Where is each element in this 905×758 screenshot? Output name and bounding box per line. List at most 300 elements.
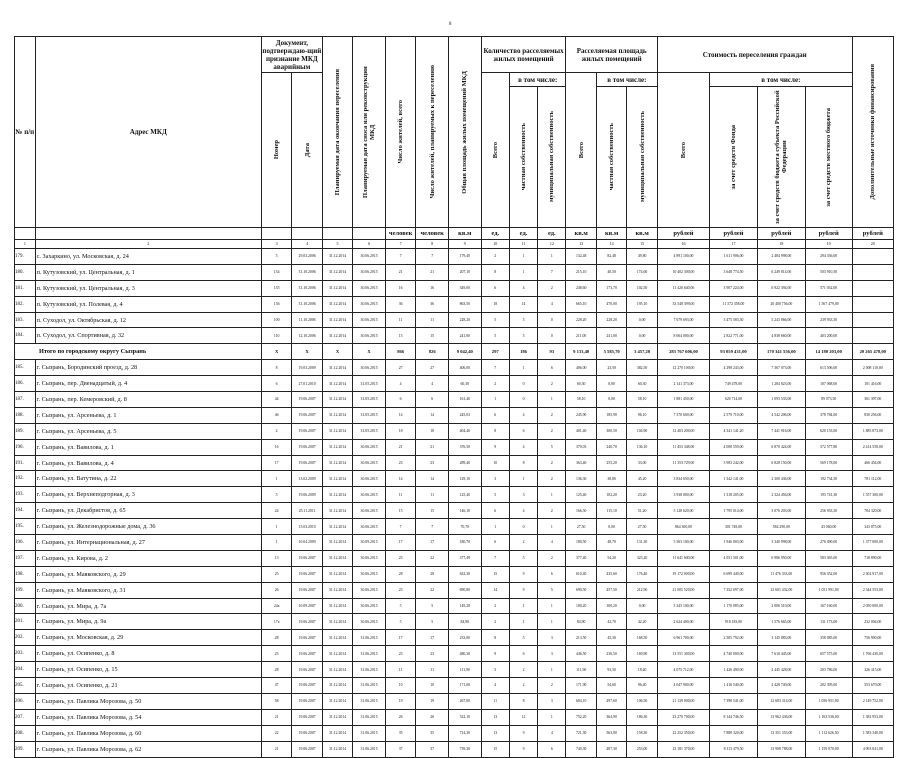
table-cell: 26 xyxy=(416,709,449,725)
table-cell: 8 xyxy=(481,630,509,646)
table-cell: 4 093 041,00 xyxy=(852,741,893,757)
table-cell: 5 xyxy=(261,249,291,265)
table-cell: 3 340 998,00 xyxy=(757,535,805,551)
table-cell: 4 xyxy=(509,407,537,423)
row-number-cell: 206. xyxy=(15,693,36,709)
table-cell: 13 962 436,00 xyxy=(757,709,805,725)
total-cell: 93 059 431,00 xyxy=(710,344,758,360)
table-cell: 30.06.2015 xyxy=(353,582,386,598)
table-cell: 665,10 xyxy=(566,296,596,312)
table-cell: 3 xyxy=(481,471,509,487)
table-cell: 19.06.2007 xyxy=(292,455,322,471)
table-cell: 6 828 150,00 xyxy=(757,455,805,471)
table-cell: 21 xyxy=(261,709,291,725)
address-cell: г. Сызрань, ул. Вавилова, д. 4 xyxy=(35,455,261,471)
table-cell: 31.12.2014 xyxy=(322,646,352,662)
table-cell: 21 xyxy=(385,439,415,455)
table-cell: 31.12.2014 xyxy=(322,392,352,408)
table-cell: 0 xyxy=(509,376,537,392)
row-number-cell: 183. xyxy=(15,312,36,328)
address-cell: п. Кутузовский, ул. Центральная, д. 3 xyxy=(35,280,261,296)
table-cell: 3 xyxy=(538,693,566,709)
col-header-cost-group: Стоимость переселения граждан xyxy=(657,37,852,73)
table-cell: 19.06.2007 xyxy=(292,693,322,709)
unit-cell: человек xyxy=(416,228,449,240)
table-cell: 19.06.2007 xyxy=(292,392,322,408)
table-cell: 377,49 xyxy=(448,550,481,566)
col-header-rooms-private: частная собственность xyxy=(509,87,537,228)
table-cell: 27.01.2010 xyxy=(292,376,322,392)
col-header-doc-number: Номер xyxy=(261,73,291,228)
total-cell: 283 767 606,00 xyxy=(657,344,709,360)
table-cell: 1 056 951,00 xyxy=(805,693,852,709)
table-cell: 241,00 xyxy=(596,328,626,344)
col-header-doc-date: Дата xyxy=(292,73,322,228)
table-cell: 497,60 xyxy=(596,693,626,709)
table-cell: 8 064 000,00 xyxy=(657,328,709,344)
table-cell: 23,20 xyxy=(627,487,657,503)
table-cell: 6 xyxy=(385,392,415,408)
table-cell: 202 395,00 xyxy=(805,678,852,694)
unit-cell: рублей xyxy=(710,228,758,240)
table-cell: 2 xyxy=(538,280,566,296)
table-cell: 30.06.2015 xyxy=(353,614,386,630)
table-cell: 31.12.2014 xyxy=(322,519,352,535)
table-cell: 19 172 000,00 xyxy=(657,566,709,582)
table-cell: 241,00 xyxy=(448,328,481,344)
table-row xyxy=(15,630,894,646)
col-num-cell: 14 xyxy=(596,240,626,249)
table-cell: 1 093 533,00 xyxy=(757,392,805,408)
table-cell: 0 xyxy=(509,392,537,408)
table-cell: 44 xyxy=(261,392,291,408)
table-cell: 35 xyxy=(385,725,415,741)
table-cell: 24 xyxy=(261,503,291,519)
unit-cell: кв.м xyxy=(566,228,596,240)
table-cell: 30.06.2015 xyxy=(353,519,386,535)
table-cell: 6 xyxy=(538,360,566,376)
table-cell: 38,80 xyxy=(596,471,626,487)
table-cell: 11 xyxy=(416,662,449,678)
table-cell: 378 784,00 xyxy=(805,407,852,423)
table-cell: 111,90 xyxy=(448,662,481,678)
table-cell: 0,00 xyxy=(627,598,657,614)
table-cell: 31.12.2014 xyxy=(322,725,352,741)
table-row xyxy=(15,503,894,519)
table-cell: 14 xyxy=(416,407,449,423)
table-cell: 18 xyxy=(385,423,415,439)
total-cell: 826 xyxy=(416,344,449,360)
table-cell: 7 xyxy=(385,249,415,265)
table-cell: 31.05.2015 xyxy=(353,376,386,392)
table-cell: 166,50 xyxy=(566,503,596,519)
table-cell: 31.12.2014 xyxy=(322,455,352,471)
table-row xyxy=(15,439,894,455)
table-cell: 186,30 xyxy=(627,709,657,725)
table-cell: 30.06.2015 xyxy=(353,264,386,280)
table-cell: 382,50 xyxy=(627,360,657,376)
table-cell: 4 838 660,00 xyxy=(757,328,805,344)
table-cell: 21 xyxy=(261,741,291,757)
table-cell: 2 xyxy=(481,614,509,630)
table-cell: 11 xyxy=(385,487,415,503)
table-cell: 403 200,00 xyxy=(805,328,852,344)
table-cell: 36 xyxy=(416,296,449,312)
table-cell: 11 xyxy=(416,312,449,328)
table-cell: 30.06.2015 xyxy=(353,360,386,376)
col-header-area-municipal: муниципальная собственность xyxy=(627,87,657,228)
table-cell: 8 xyxy=(509,693,537,709)
table-cell: 6 986 950,00 xyxy=(757,550,805,566)
table-cell xyxy=(852,296,893,312)
total-cell: X xyxy=(322,344,352,360)
table-cell: 212,90 xyxy=(627,582,657,598)
address-cell: г. Сызрань, ул. Маяковского, д. 29 xyxy=(35,566,261,582)
table-cell: 19.03.2009 xyxy=(292,360,322,376)
table-cell: 0,00 xyxy=(627,312,657,328)
table-cell: 82,48 xyxy=(596,249,626,265)
table-cell: 70,70 xyxy=(448,519,481,535)
table-cell: 364,90 xyxy=(596,709,626,725)
table-row xyxy=(15,423,894,439)
table-cell: 15 xyxy=(385,328,415,344)
table-cell: 4 xyxy=(509,503,537,519)
table-cell: 46 xyxy=(261,407,291,423)
table-cell: 14 xyxy=(416,471,449,487)
table-cell: 956 352,00 xyxy=(805,566,852,582)
col-num-cell: 9 xyxy=(448,240,481,249)
table-cell: 10 402 300,00 xyxy=(657,264,709,280)
address-cell: г. Сызрань, ул. Павлика Морозова, д. 60 xyxy=(35,725,261,741)
table-cell: 3 475 583,30 xyxy=(710,312,758,328)
table-cell: 349,00 xyxy=(448,280,481,296)
table-cell: 171,90 xyxy=(566,678,596,694)
table-cell: 96,40 xyxy=(627,678,657,694)
table-cell: 13.02.2009 xyxy=(292,471,322,487)
table-cell: 228,20 xyxy=(448,312,481,328)
table-cell: 6 xyxy=(538,741,566,757)
table-cell: 31.12.2014 xyxy=(322,487,352,503)
table-cell: 33 548 399,00 xyxy=(657,296,709,312)
table-cell: 45,30 xyxy=(596,630,626,646)
col-num-cell: 4 xyxy=(292,240,322,249)
table-cell: 2 344 553,00 xyxy=(852,582,893,598)
table-cell: 37 xyxy=(385,741,415,757)
table-cell: 1 xyxy=(538,249,566,265)
table-cell: 31.12.2014 xyxy=(322,360,352,376)
table-cell: 31.12.2014 xyxy=(322,328,352,344)
table-row xyxy=(15,582,894,598)
table-cell: 610,40 xyxy=(566,566,596,582)
table-cell: 11.10.2006 xyxy=(292,312,322,328)
table-cell: 8 144 746,50 xyxy=(710,709,758,725)
table-cell: 31.12.2014 xyxy=(322,535,352,551)
table-cell: 107 068,00 xyxy=(805,376,852,392)
table-cell: 604,10 xyxy=(566,693,596,709)
table-cell: 620 153,00 xyxy=(805,423,852,439)
address-cell: г. Сызрань, ул. Павлика Морозова, д. 62 xyxy=(35,741,261,757)
table-cell: 7 679 693,00 xyxy=(657,312,709,328)
table-cell: 31.12.2014 xyxy=(322,630,352,646)
table-cell: 31.05.2015 xyxy=(353,423,386,439)
table-cell: 6 922 394,00 xyxy=(757,280,805,296)
table-row xyxy=(15,598,894,614)
table-cell: 1 112 626,50 xyxy=(805,725,852,741)
col-num-cell: 20 xyxy=(852,240,893,249)
table-cell: 18 xyxy=(416,423,449,439)
table-cell: 23 xyxy=(385,455,415,471)
table-cell: 11 353 729,00 xyxy=(657,455,709,471)
table-row xyxy=(15,407,894,423)
table-cell: 213,50 xyxy=(566,630,596,646)
table-cell: 171,00 xyxy=(448,678,481,694)
table-row xyxy=(15,535,894,551)
table-cell: 0,00 xyxy=(596,376,626,392)
table-row xyxy=(15,614,894,630)
table-cell: 47 xyxy=(261,678,291,694)
table-cell: 657 575,00 xyxy=(805,646,852,662)
resettlement-table xyxy=(14,36,894,758)
table-cell: 115,10 xyxy=(596,503,626,519)
table-cell: 2 xyxy=(481,249,509,265)
table-cell: 12 683 314,00 xyxy=(757,693,805,709)
row-number-cell: 180. xyxy=(15,264,36,280)
table-cell: 37 xyxy=(416,741,449,757)
col-header-cost-local: за счет средств местного бюджета xyxy=(805,87,852,228)
table-cell: 300,50 xyxy=(596,423,626,439)
table-cell: 19.06.2007 xyxy=(292,407,322,423)
table-cell: 30.06.2015 xyxy=(353,439,386,455)
col-header-total-area: Общая площадь жилых помещений МКД xyxy=(448,37,481,228)
table-cell: 100 xyxy=(261,312,291,328)
table-cell: 19.06.2007 xyxy=(292,439,322,455)
page-number: 8 xyxy=(449,22,452,27)
row-number-cell: 202. xyxy=(15,630,36,646)
table-cell: 13 351 353,00 xyxy=(757,725,805,741)
table-cell: 10.09.2007 xyxy=(292,598,322,614)
table-cell: 8 xyxy=(481,264,509,280)
table-cell: 22 xyxy=(416,582,449,598)
table-cell: 240,70 xyxy=(596,439,626,455)
table-cell: 42,20 xyxy=(627,614,657,630)
table-cell: 173,70 xyxy=(596,280,626,296)
table-cell: 2 xyxy=(261,423,291,439)
table-cell: 100,20 xyxy=(596,598,626,614)
units-row xyxy=(15,228,894,240)
table-cell: 131,30 xyxy=(627,535,657,551)
address-cell: г. Сызрань, ул. Интернациональная, д. 27 xyxy=(35,535,261,551)
table-cell: 1 xyxy=(509,598,537,614)
table-cell: 15.03.2010 xyxy=(292,519,322,535)
table-cell: 7 352 097,00 xyxy=(710,582,758,598)
total-cell: 9 133,40 xyxy=(566,344,596,360)
total-cell: X xyxy=(261,344,291,360)
table-cell: 30.06.2015 xyxy=(353,280,386,296)
table-cell: 267,00 xyxy=(448,693,481,709)
table-cell: 22 252 350,00 xyxy=(657,725,709,741)
unit-cell: рублей xyxy=(805,228,852,240)
table-cell: 1 xyxy=(538,709,566,725)
table-cell: 27 xyxy=(416,360,449,376)
table-cell: 6 xyxy=(481,280,509,296)
table-cell: 553 670,00 xyxy=(852,678,893,694)
table-cell: 1 xyxy=(481,519,509,535)
table-cell: 2 324 456,00 xyxy=(757,487,805,503)
total-cell: X xyxy=(353,344,386,360)
table-cell: 195,10 xyxy=(627,296,657,312)
col-num-cell: 18 xyxy=(757,240,805,249)
table-cell: 522,10 xyxy=(448,709,481,725)
table-row xyxy=(15,566,894,582)
row-number-cell: 184. xyxy=(15,328,36,344)
table-cell: 26 xyxy=(385,709,415,725)
table-cell xyxy=(852,328,893,344)
table-cell xyxy=(852,264,893,280)
table-cell: 23 xyxy=(385,550,415,566)
table-row xyxy=(15,678,894,694)
table-row xyxy=(15,487,894,503)
table-cell: 5 xyxy=(481,328,509,344)
table-cell: 31.12.2014 xyxy=(322,566,352,582)
table-cell: 31.05.2015 xyxy=(353,392,386,408)
table-cell: 30.06.2015 xyxy=(353,328,386,344)
address-cell: г. Сызрань, ул. Мира, д. 9а xyxy=(35,614,261,630)
table-cell: 326 315,00 xyxy=(852,662,893,678)
table-cell: 466 454,00 xyxy=(852,455,893,471)
table-cell: 401,40 xyxy=(566,423,596,439)
table-cell: 406,00 xyxy=(566,360,596,376)
table-cell: 0,00 xyxy=(596,392,626,408)
row-number-cell: 208. xyxy=(15,725,36,741)
table-cell: 4 542 206,00 xyxy=(757,407,805,423)
table-cell: 2 xyxy=(538,455,566,471)
row-number-cell: 190. xyxy=(15,439,36,455)
table-cell: 704 320,00 xyxy=(852,503,893,519)
table-cell: 1 377 000,00 xyxy=(852,535,893,551)
table-cell: 2 xyxy=(509,535,537,551)
col-header-num: № п/п xyxy=(15,37,36,228)
table-cell: 370,03 xyxy=(566,439,596,455)
table-cell: 7 441 916,00 xyxy=(757,423,805,439)
table-cell: 1 611 906,00 xyxy=(710,249,758,265)
table-cell: 6 699 440,00 xyxy=(710,566,758,582)
table-cell: 4 341 141,20 xyxy=(710,423,758,439)
table-cell: 4 051 501,00 xyxy=(710,550,758,566)
table-cell: 721,30 xyxy=(566,725,596,741)
table-cell: 31.12.2014 xyxy=(322,471,352,487)
table-cell: 569 178,00 xyxy=(805,455,852,471)
table-cell: 31.06.2015 xyxy=(353,693,386,709)
table-cell: 2 505 792,00 xyxy=(710,630,758,646)
table-cell: 571 032,00 xyxy=(805,280,852,296)
table-row xyxy=(15,249,894,265)
table-cell: 13 xyxy=(481,725,509,741)
table-cell: 60,30 xyxy=(566,376,596,392)
table-cell: 5 xyxy=(509,550,537,566)
row-number-cell: 181. xyxy=(15,280,36,296)
table-cell: 176,40 xyxy=(627,566,657,582)
table-cell: 49,80 xyxy=(627,249,657,265)
unit-cell: кв.м xyxy=(596,228,626,240)
table-cell: 613 506,00 xyxy=(805,360,852,376)
table-cell: 31.05.2015 xyxy=(353,407,386,423)
table-cell: 864 300,00 xyxy=(657,519,709,535)
row-number-cell: 193. xyxy=(15,487,36,503)
table-cell: 480,30 xyxy=(448,646,481,662)
table-cell: 11 420 640,00 xyxy=(657,280,709,296)
address-cell: г. Сызрань, ул. Осипенко, д. 21 xyxy=(35,678,261,694)
table-cell: 503 910,50 xyxy=(805,264,852,280)
column-numbers-row xyxy=(15,240,894,249)
table-cell: 136 xyxy=(261,296,291,312)
table-cell: 19 xyxy=(385,693,415,709)
address-cell: г. Сызрань, ул. Маяковского, д. 31 xyxy=(35,582,261,598)
table-cell: 7 xyxy=(385,519,415,535)
row-number-cell: 195. xyxy=(15,519,36,535)
table-cell: 245,90 xyxy=(566,407,596,423)
table-cell: 740,30 xyxy=(566,741,596,757)
table-cell: 6 xyxy=(481,535,509,551)
table-cell: 256 933,50 xyxy=(805,503,852,519)
table-cell: 23 181 370,00 xyxy=(657,741,709,757)
table-cell: 233,00 xyxy=(448,630,481,646)
table-cell: 1 885 873,00 xyxy=(852,423,893,439)
table-cell: 2 006 510,00 xyxy=(757,598,805,614)
address-cell: г. Сызрань, ул. Павлика Морозова, д. 54 xyxy=(35,709,261,725)
address-cell: п. Суходол, ул. Спортивная, д. 32 xyxy=(35,328,261,344)
col-header-rooms-municipal: муниципальная собственность xyxy=(538,87,566,228)
table-cell: 294 336,00 xyxy=(805,249,852,265)
total-cell: 297 xyxy=(481,344,509,360)
row-number-cell: 187. xyxy=(15,392,36,408)
table-cell: 31.10.2006 xyxy=(292,264,322,280)
table-cell: 1 xyxy=(538,487,566,503)
table-cell: 2 xyxy=(481,376,509,392)
table-cell: 180,70 xyxy=(448,535,481,551)
table-cell: 2 xyxy=(538,376,566,392)
table-cell: 31.06.2015 xyxy=(353,709,386,725)
table-row xyxy=(15,296,894,312)
table-cell: 232 004,00 xyxy=(852,614,893,630)
table-cell: 16 xyxy=(416,280,449,296)
table-cell: 2 579 710,00 xyxy=(710,407,758,423)
table-cell: 18 xyxy=(481,296,509,312)
table-cell: 2 050 000,00 xyxy=(852,598,893,614)
table-cell: 179,40 xyxy=(448,249,481,265)
table-cell: 620 714,00 xyxy=(710,392,758,408)
table-cell: 11 xyxy=(385,662,415,678)
table-cell: 6 xyxy=(416,392,449,408)
table-cell: 404,40 xyxy=(448,423,481,439)
table-cell: 584 290,00 xyxy=(757,519,805,535)
table-cell: 690,80 xyxy=(448,582,481,598)
table-cell: 2 428 740,00 xyxy=(757,678,805,694)
table-cell: 31.12.2014 xyxy=(322,662,352,678)
row-number-cell: 179. xyxy=(15,249,36,265)
table-cell: 8 xyxy=(509,455,537,471)
row-number-cell: 191. xyxy=(15,455,36,471)
table-cell: 2 300 436,00 xyxy=(757,471,805,487)
table-cell: 21 xyxy=(416,439,449,455)
table-cell: 15 xyxy=(416,328,449,344)
table-cell: 2 414 558,00 xyxy=(852,439,893,455)
table-cell: 33,00 xyxy=(627,455,657,471)
table-cell: 31.10.2006 xyxy=(292,296,322,312)
table-cell: 4 891 100,00 xyxy=(657,249,709,265)
total-cell: 93 xyxy=(538,344,566,360)
table-cell: 102,50 xyxy=(627,280,657,296)
table-cell: 15 xyxy=(481,566,509,582)
